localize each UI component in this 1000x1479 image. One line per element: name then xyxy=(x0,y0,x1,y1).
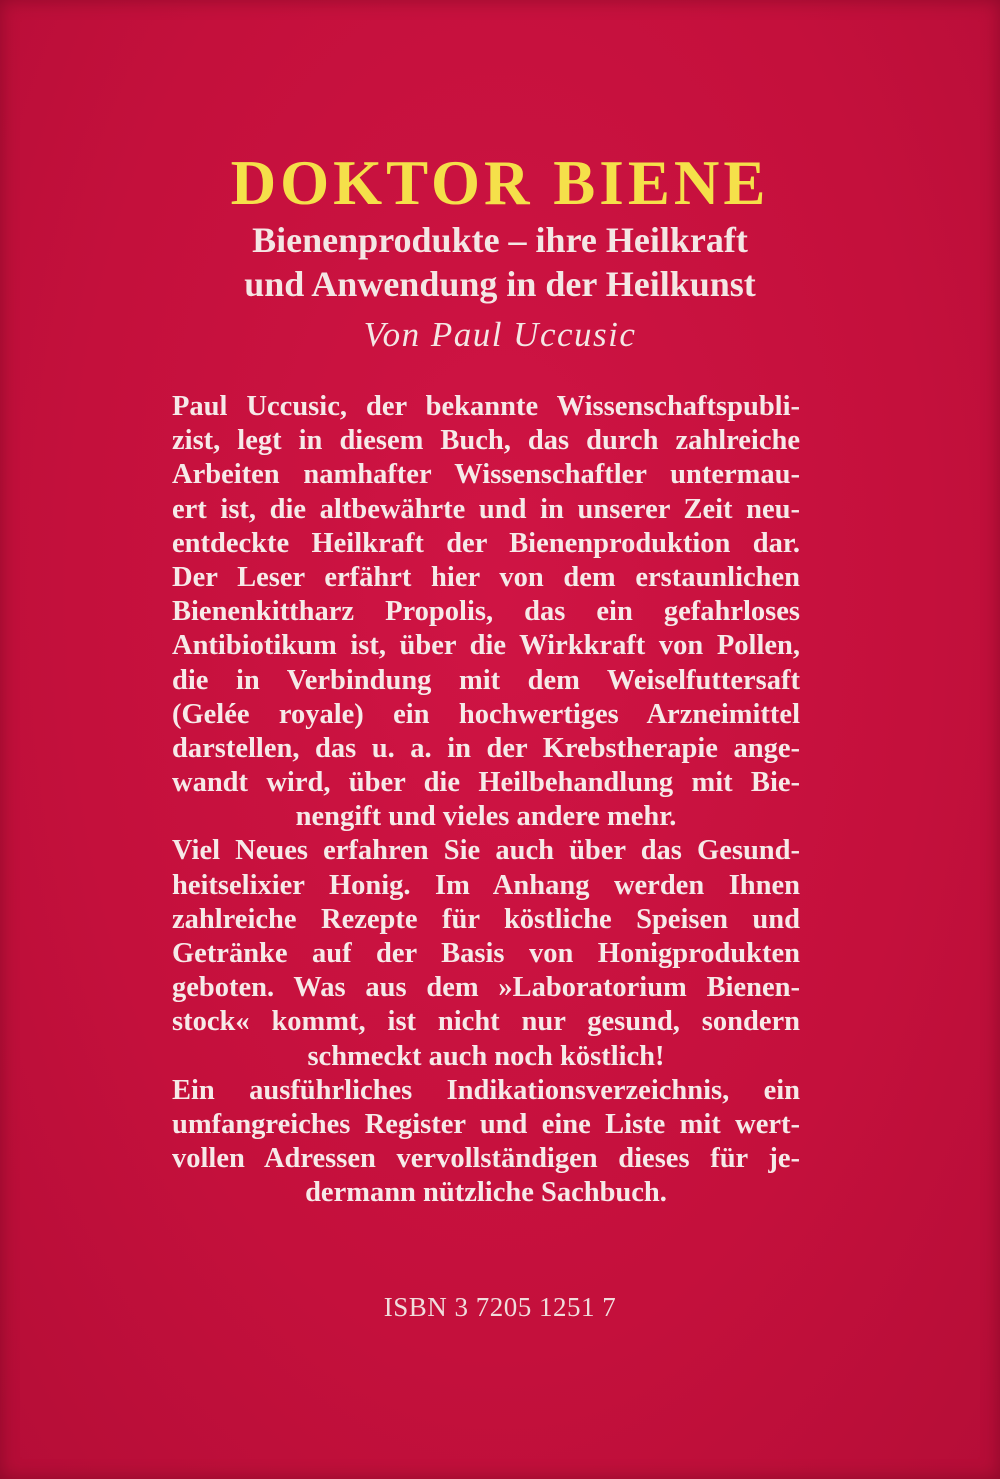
blurb-line: Arbeiten namhafter Wissenschaftler untermau- xyxy=(172,459,800,491)
blurb-line: Viel Neues erfahren Sie auch über das Gesund- xyxy=(172,835,800,867)
blurb-line: Paul Uccusic, der bekannte Wissenschaftspubli- xyxy=(172,391,800,422)
blurb-line: Antibiotikum ist, über die Wirkkraft von Pollen, xyxy=(172,630,800,662)
blurb-line: die in Verbindung mit dem Weiselfuttersaft xyxy=(172,664,800,696)
blurb-line: stock« kommt, ist nicht nur gesund, sondern xyxy=(172,1006,800,1038)
book-title: DOKTOR BIENE xyxy=(230,148,770,218)
blurb-line: zahlreiche Rezepte für köstliche Speisen und xyxy=(172,903,800,935)
subtitle-line-1: Bienenprodukte – ihre Heilkraft xyxy=(252,220,748,260)
blurb-line: geboten. Was aus dem »Laboratorium Bienen- xyxy=(172,972,800,1004)
blurb-line: (Gelée royale) ein hochwertiges Arzneimittel xyxy=(172,698,800,730)
blurb-line: umfangreiches Register und eine Liste mit wert- xyxy=(172,1108,800,1140)
blurb-line: entdeckte Heilkraft der Bienenproduktion dar. xyxy=(172,527,800,559)
isbn-number: ISBN 3 7205 1251 7 xyxy=(383,1292,617,1322)
author-byline: Von Paul Uccusic xyxy=(363,315,637,354)
blurb-line: schmeckt auch noch köstlich! xyxy=(307,1040,665,1072)
blurb-line: Der Leser erfährt hier von dem erstaunlichen xyxy=(172,561,800,593)
blurb-line: nengift und vieles andere mehr. xyxy=(295,801,677,833)
blurb-line: darstellen, das u. a. in der Krebstherapie ange- xyxy=(172,732,800,764)
blurb-line: ert ist, die altbewährte und in unserer Zeit neu- xyxy=(172,493,800,525)
blurb-line: Ein ausführliches Indikationsverzeichnis, ein xyxy=(172,1074,800,1106)
blurb-line: zist, legt in diesem Buch, das durch zahlreiche xyxy=(172,425,800,457)
blurb-line: wandt wird, über die Heilbehandlung mit Bie- xyxy=(172,767,800,799)
subtitle-line-2: und Anwendung in der Heilkunst xyxy=(244,264,756,304)
blurb-line: heitselixier Honig. Im Anhang werden Ihnen xyxy=(172,869,800,901)
blurb-line: vollen Adressen vervollständigen dieses für je- xyxy=(172,1143,800,1175)
blurb-line: Getränke auf der Basis von Honigprodukten xyxy=(172,938,800,969)
blurb-line: Bienenkittharz Propolis, das ein gefahrloses xyxy=(172,596,800,628)
blurb-line: dermann nützliche Sachbuch. xyxy=(305,1177,667,1209)
blurb-text xyxy=(172,390,800,1211)
